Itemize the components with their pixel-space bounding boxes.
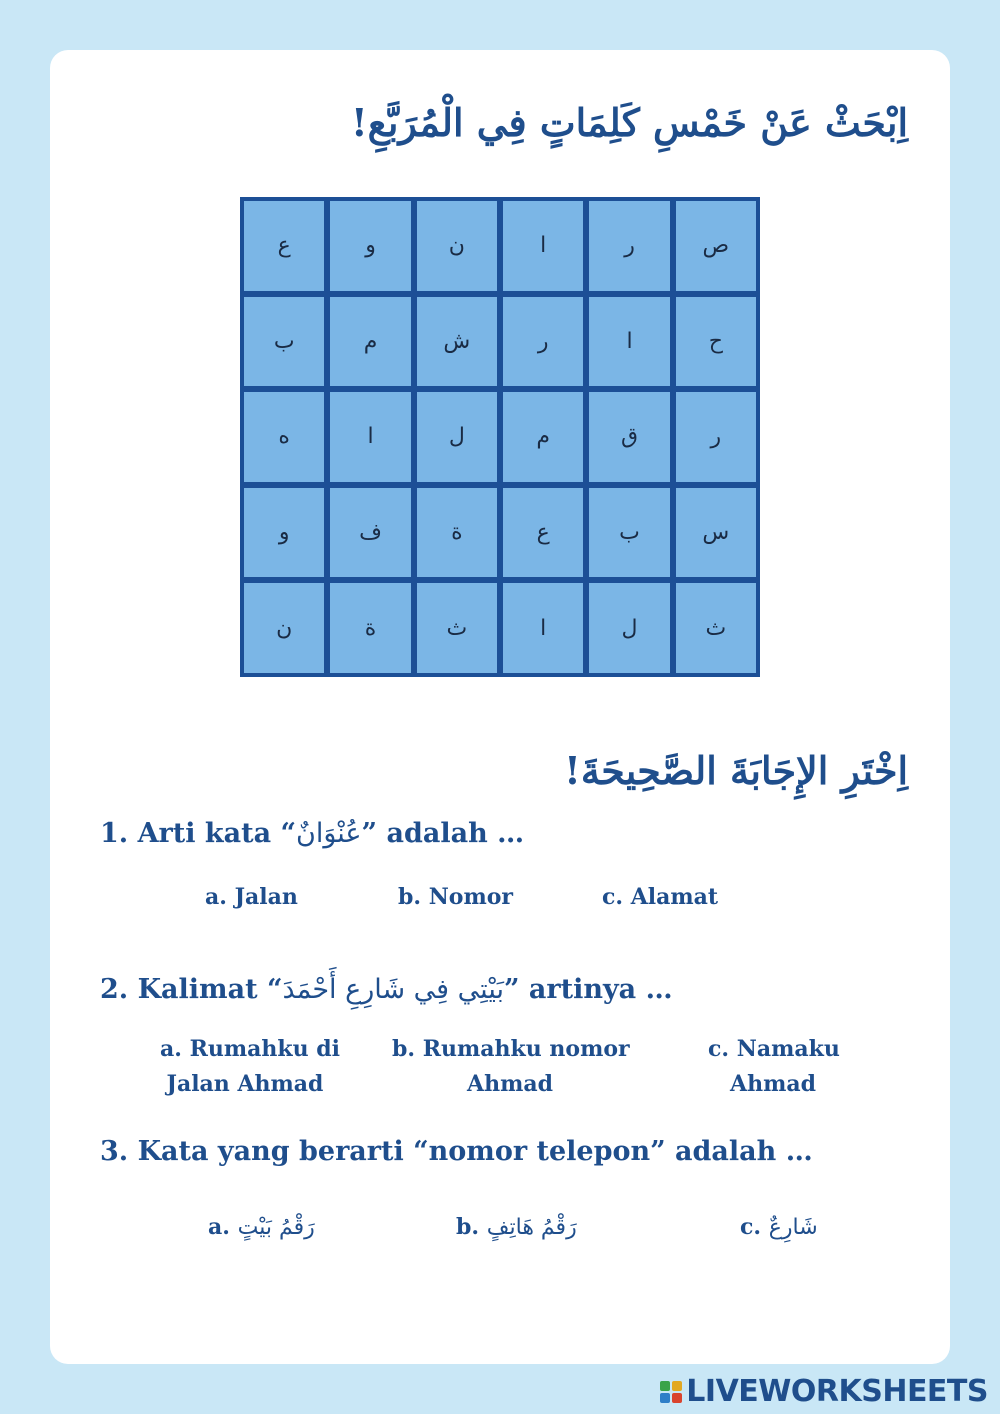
q3-option-a-arabic: رَقْمُ بَيْتٍ [237, 1215, 315, 1240]
grid-cell[interactable]: ن [244, 583, 324, 673]
grid-cell[interactable]: ا [330, 392, 410, 482]
grid-cell[interactable]: ق [589, 392, 669, 482]
question-2-suffix: ” artinya … [503, 974, 673, 1005]
grid-cell[interactable]: ة [417, 488, 497, 578]
grid-cell[interactable]: ا [503, 583, 583, 673]
grid-cell[interactable]: ف [330, 488, 410, 578]
grid-cell[interactable]: س [676, 488, 756, 578]
question-3: 3. Kata yang berarti “nomor telepon” adalah … [100, 1136, 813, 1167]
q3-option-c-arabic: شَارِعٌ [768, 1215, 818, 1240]
q3-option-c-letter: c. [740, 1214, 762, 1240]
q3-option-a[interactable] [208, 1210, 315, 1245]
question-1 [100, 818, 524, 849]
grid-cell[interactable]: ب [244, 297, 324, 387]
grid-cell[interactable]: ب [589, 488, 669, 578]
q2-option-a-line1: a. Rumahku di [160, 1036, 341, 1062]
q2-option-a-line2: Jalan Ahmad [166, 1071, 324, 1097]
q2-option-a[interactable] [160, 1032, 341, 1102]
grid-cell[interactable]: ن [417, 201, 497, 291]
grid-cell[interactable]: ر [503, 297, 583, 387]
liveworksheets-logo-icon [660, 1381, 682, 1403]
logo-square [660, 1381, 670, 1391]
q1-option-a[interactable]: a. Jalan [205, 884, 298, 910]
q3-option-b[interactable] [456, 1210, 577, 1245]
word-search-title: اِبْحَثْ عَنْ خَمْسِ كَلِمَاتٍ فِي الْمُرَبَّعِ! [350, 100, 908, 145]
grid-cell[interactable]: ث [676, 583, 756, 673]
grid-cell[interactable]: م [330, 297, 410, 387]
logo-square [660, 1393, 670, 1403]
grid-cell[interactable]: ا [503, 201, 583, 291]
grid-cell[interactable]: ر [676, 392, 756, 482]
grid-cell[interactable]: ل [589, 583, 669, 673]
q2-option-b-line1: b. Rumahku nomor [392, 1036, 630, 1062]
grid-cell[interactable]: ه [244, 392, 324, 482]
grid-cell[interactable]: ع [503, 488, 583, 578]
liveworksheets-logo-text: LIVEWORKSHEETS [686, 1374, 988, 1409]
question-2-prefix: 2. Kalimat “ [100, 974, 283, 1005]
multiple-choice-title: اِخْتَرِ الإِجَابَةَ الصَّحِيحَةَ! [564, 748, 908, 793]
q1-option-b[interactable]: b. Nomor [398, 884, 514, 910]
grid-cell[interactable]: م [503, 392, 583, 482]
q3-option-b-letter: b. [456, 1214, 480, 1240]
question-2 [100, 974, 673, 1005]
grid-cell[interactable]: ش [417, 297, 497, 387]
q2-option-c-line2: Ahmad [730, 1071, 816, 1097]
logo-square [672, 1381, 682, 1391]
question-2-arabic: بَيْتِي فِي شَارِعِ أَحْمَدَ [282, 974, 504, 1005]
grid-cell[interactable]: ث [417, 583, 497, 673]
q2-option-c[interactable] [708, 1032, 838, 1102]
logo-square [672, 1393, 682, 1403]
grid-cell[interactable]: ص [676, 201, 756, 291]
q2-option-b[interactable] [392, 1032, 628, 1102]
grid-cell[interactable]: ا [589, 297, 669, 387]
grid-cell[interactable]: ل [417, 392, 497, 482]
question-1-prefix: 1. Arti kata “ [100, 818, 296, 849]
q2-option-b-line2: Ahmad [467, 1071, 553, 1097]
q3-option-c[interactable] [740, 1210, 818, 1245]
grid-cell[interactable]: ر [589, 201, 669, 291]
q3-option-a-letter: a. [208, 1214, 230, 1240]
grid-cell[interactable]: و [244, 488, 324, 578]
grid-cell[interactable]: ع [244, 201, 324, 291]
question-1-arabic: عُنْوَانٌ [296, 818, 362, 849]
q1-option-c[interactable]: c. Alamat [602, 884, 719, 910]
question-1-suffix: ” adalah … [361, 818, 525, 849]
word-search-grid [240, 197, 760, 677]
q3-option-b-arabic: رَقْمُ هَاتِفٍ [486, 1215, 577, 1240]
q2-option-c-line1: c. Namaku [708, 1036, 840, 1062]
liveworksheets-logo [660, 1374, 988, 1409]
grid-cell[interactable]: ح [676, 297, 756, 387]
grid-cell[interactable]: و [330, 201, 410, 291]
grid-cell[interactable]: ة [330, 583, 410, 673]
